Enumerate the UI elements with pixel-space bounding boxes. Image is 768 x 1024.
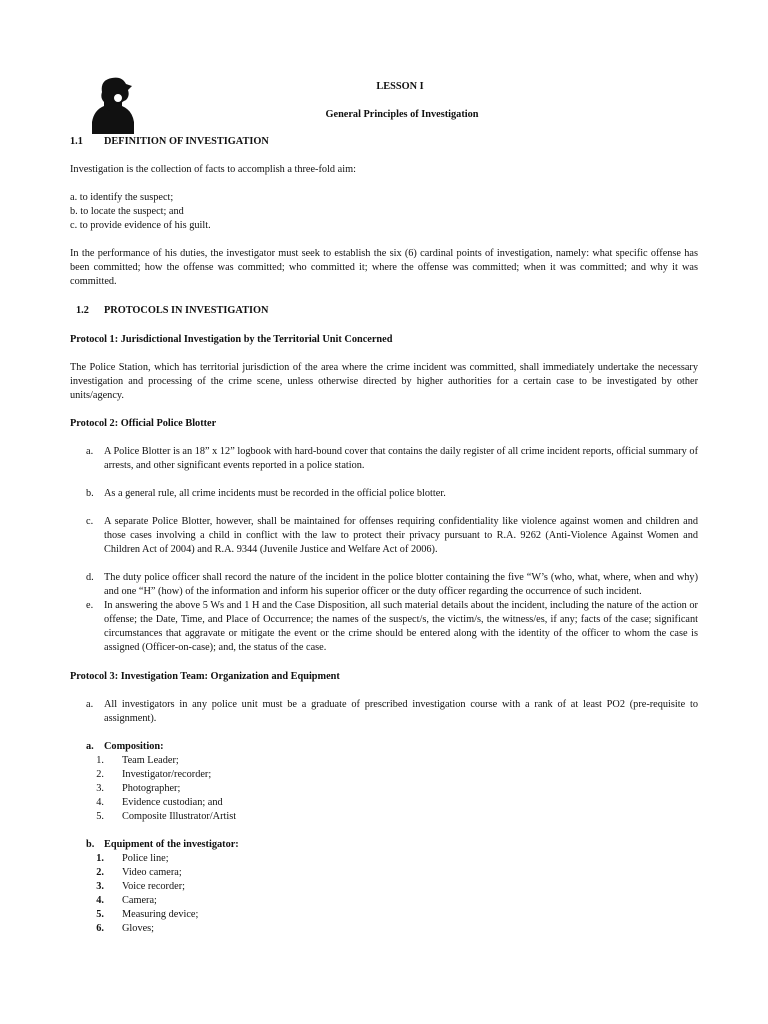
list-item: Composite Illustrator/Artist: [122, 811, 237, 822]
lesson-subtitle: General Principles of Investigation: [325, 109, 479, 120]
list-item: Evidence custodian; and: [122, 797, 223, 808]
document-page: LESSON I General Principles of Investigation 1.1 DEFINITION OF INVESTIGATION Investigation is the collection of facts to accomplish a three-fold aim: a. to identify the suspect; b. to locate the suspect; and c. to provide evidence of his guilt. In the performance of his duties, the investigator must seek to establish the six (6) cardinal points of investigation, namely: what specific offense has been committed; how the offense was committed; who committed it; where the offense was committed; when it was committed; and why it was committed. 1.2 PROTOCOLS IN INVESTIGATION Protocol 1: Jurisdictional Investigation by the Territorial Unit Concerned The Police Station, which has territorial jurisdiction of the area where the crime incident was committed, shall immediately undertake the necessary investigation and processing of the crime scene, unless otherwise directed by higher authorities for a certain case to be investigated by other units/agency. Protocol 2: Official Police Blotter a. A Police Blotter is an 18” x 12” logbook with hard-bound cover that contains the daily register of all crime incident reports, official summary of arrests, and other significant events reported in a police station. b. As a general rule, all crime incidents must be recorded in the official police blotter. c. A separate Police Blotter, however, shall be maintained for offenses requiring confidentiality like violence against women and children and those cases involving a child in conflict with the law to protect their privacy pursuant to R.A. 9262 (Anti-Violence Against Women and Children Act of 2004) and R.A. 9344 (Juvenile Justice and Welfare Act of 2006). d. The duty police officer shall record the nature of the incident in the police blotter containing the five “W’s (who, what, where, when and why) and one “H” (how) of the information and inform his superior officer or the duty officer regarding the occurrence of such incident. e. In answering the above 5 Ws and 1 H and the Case Disposition, all such material details about the incident, including the nature of the action or offense; the Date, Time, and Place of Occurrence; the names of the suspect/s, the victim/s, the witness/es, if any; facts of the case; significant circumstances that aggravate or mitigate the event or the crime should be entered along with the identity of the officer to whom the case is assigned (Officer-on-case); and, the status of the case. Protocol 3: Investigation Team: Organization and Equipment a. All investigators in any police unit must be a graduate of prescribed investigation course with a rank of at least PO2 (pre-requisite to assignment). a. Composition: 1. Team Leader; 2. Investigator/recorder; 3. Photographer; 4. Evidence custodian; and 5. Composite Illustrator/Artist b. Equipment of the investigator: 1. Police line; 2. Video camera; 3. Voice recorder; 4. Camera; 5. Measuring device; 6. Gloves;: [0, 0, 768, 1024]
aim-item: a. to identify the suspect;: [70, 192, 174, 203]
list-item: Camera;: [122, 895, 157, 906]
equipment-title: Equipment of the investigator:: [104, 839, 239, 850]
composition-title: Composition:: [104, 741, 164, 752]
section-1-1-number: 1.1: [70, 136, 83, 147]
list-item: Gloves;: [122, 923, 155, 934]
equipment-label: b.: [86, 839, 95, 850]
lesson-title: LESSON I: [376, 81, 424, 92]
section-1-2-title: PROTOCOLS IN INVESTIGATION: [104, 305, 269, 316]
list-item: Team Leader;: [122, 755, 179, 766]
aim-item: b. to locate the suspect; and: [70, 206, 184, 217]
composition-list: 1. Team Leader; 2. Investigator/recorder; 3. Photographer; 4. Evidence custodian; and 5. Composite Illustrator/Artist: [96, 755, 237, 822]
list-item: Measuring device;: [122, 909, 199, 920]
list-item: Police line;: [122, 853, 169, 864]
equipment-list: 1. Police line; 2. Video camera; 3. Voice recorder; 4. Camera; 5. Measuring device; 6. Gloves;: [96, 853, 199, 934]
list-item: Video camera;: [122, 867, 182, 878]
cardinal-points-paragraph: In the performance of his duties, the investigator must seek to establish the six (6) cardinal points of investigation, namely: what specific offense has been committed; how the offense was committed; who committed it; where the offense was committed; when it was committed; and why it was committed.: [70, 248, 698, 287]
protocol-2-title: Protocol 2: Official Police Blotter: [70, 418, 217, 429]
detective-logo-icon: [88, 70, 140, 134]
list-item: Voice recorder;: [122, 881, 185, 892]
protocol-1-title: Protocol 1: Jurisdictional Investigation by the Territorial Unit Concerned: [70, 334, 393, 345]
protocol-3-title: Protocol 3: Investigation Team: Organization and Equipment: [70, 671, 340, 682]
aim-item: c. to provide evidence of his guilt.: [70, 220, 211, 231]
section-1-1-title: DEFINITION OF INVESTIGATION: [104, 136, 269, 147]
list-item: Investigator/recorder;: [122, 769, 212, 780]
list-item: Photographer;: [122, 783, 181, 794]
protocol-1-body: The Police Station, which has territorial jurisdiction of the area where the crime incident was committed, shall immediately undertake the necessary investigation and processing of the crime scene, unless otherwise directed by higher authorities for a certain case to be investigated by other units/agency.: [70, 362, 698, 401]
section-1-2-number: 1.2: [76, 305, 89, 316]
investigation-definition: Investigation is the collection of facts to accomplish a three-fold aim:: [70, 164, 356, 175]
composition-label: a.: [86, 741, 94, 752]
